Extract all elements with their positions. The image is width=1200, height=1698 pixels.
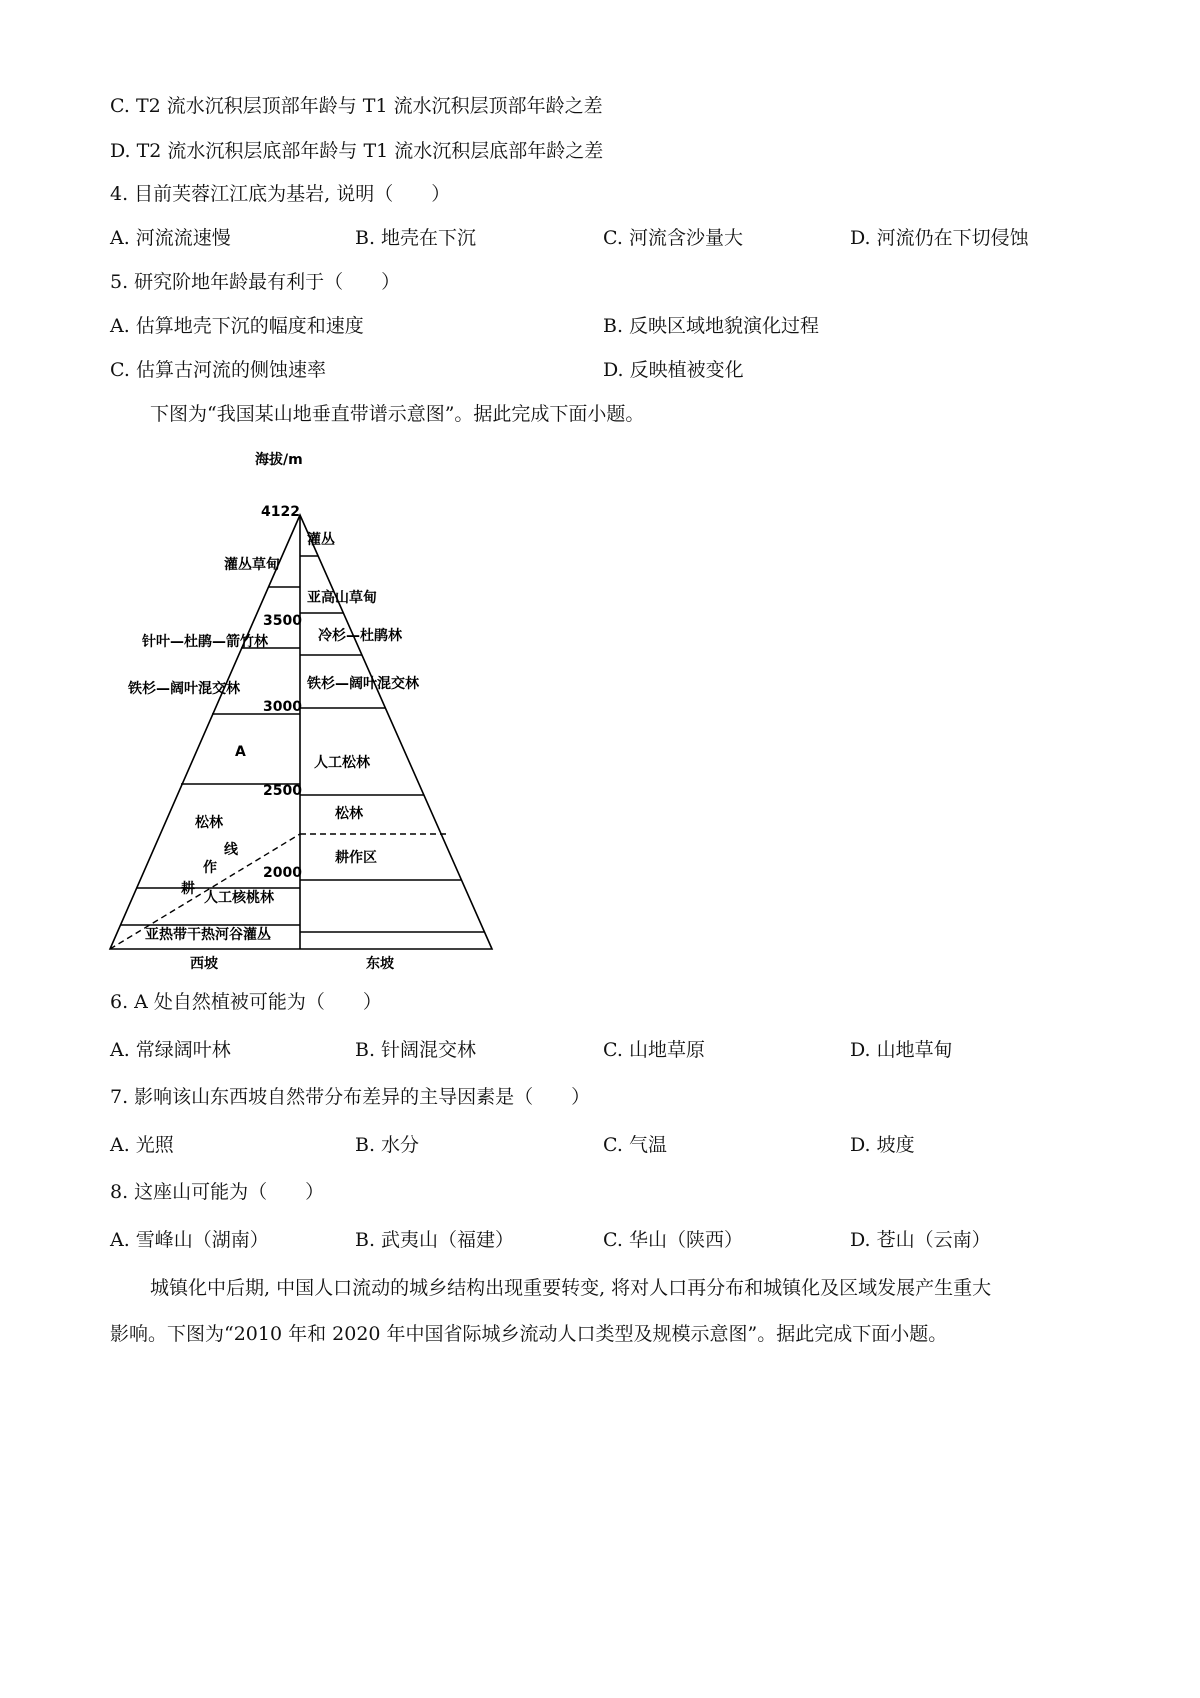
east-zone-label: 耕作区 <box>335 850 377 866</box>
question-5-option-c: C. 估算古河流的侧蚀速率 <box>110 359 326 381</box>
question-7-option-c: C. 气温 <box>603 1134 667 1156</box>
question-8-option-b: B. 武夷山（福建） <box>355 1229 515 1251</box>
vertical-zonation-figure <box>100 430 520 970</box>
passage-line-1: 城镇化中后期, 中国人口流动的城乡结构出现重要转变, 将对人口再分布和城镇化及区域发展产生重大 <box>150 1277 992 1299</box>
west-zone-label: 铁杉—阔叶混交林 <box>128 681 240 697</box>
question-7-option-d: D. 坡度 <box>850 1134 915 1156</box>
question-6-option-a: A. 常绿阔叶林 <box>110 1039 231 1061</box>
elevation-label: 3000 <box>263 699 302 715</box>
y-axis-label: 海拔/m <box>255 452 303 468</box>
west-slope-label: 西坡 <box>190 956 218 970</box>
east-zone-label: 灌丛 <box>307 532 335 548</box>
east-zone-label: 铁杉—阔叶混交林 <box>307 676 419 692</box>
question-3-option-c: C. T2 流水沉积层顶部年龄与 T1 流水沉积层顶部年龄之差 <box>110 95 603 117</box>
elevation-label: 3500 <box>263 613 302 629</box>
east-zone-label: 松林 <box>335 806 363 822</box>
question-5-option-b: B. 反映区域地貌演化过程 <box>603 315 820 337</box>
cultivation-line-label: 耕 <box>181 881 195 897</box>
question-3-option-d: D. T2 流水沉积层底部年龄与 T1 流水沉积层底部年龄之差 <box>110 140 604 162</box>
question-7-option-b: B. 水分 <box>355 1134 420 1156</box>
figure-intro: 下图为“我国某山地垂直带谱示意图”。据此完成下面小题。 <box>150 403 645 425</box>
question-4-stem: 4. 目前芙蓉江江底为基岩, 说明（ ） <box>110 183 451 205</box>
question-6-option-b: B. 针阔混交林 <box>355 1039 477 1061</box>
question-4-option-b: B. 地壳在下沉 <box>355 227 477 249</box>
east-slope-label: 东坡 <box>366 956 394 970</box>
west-zone-label: 人工核桃林 <box>204 890 274 906</box>
mountain-outline <box>110 515 492 949</box>
east-zone-label: 人工松林 <box>314 755 370 771</box>
question-7-option-a: A. 光照 <box>110 1134 174 1156</box>
cultivation-line-label: 作 <box>203 860 217 876</box>
question-8-option-c: C. 华山（陕西） <box>603 1229 743 1251</box>
cultivation-line-label: 线 <box>224 842 238 858</box>
elevation-label: 2500 <box>263 783 302 799</box>
east-zone-label: 冷杉—杜鹃林 <box>318 628 402 644</box>
question-6-stem: 6. A 处自然植被可能为（ ） <box>110 991 382 1013</box>
question-6-option-d: D. 山地草甸 <box>850 1039 953 1061</box>
question-6-option-c: C. 山地草原 <box>603 1039 705 1061</box>
west-zone-label: 灌丛草甸 <box>224 557 280 573</box>
question-4-option-d: D. 河流仍在下切侵蚀 <box>850 227 1029 249</box>
question-7-stem: 7. 影响该山东西坡自然带分布差异的主导因素是（ ） <box>110 1086 591 1108</box>
west-zone-a-label: A <box>235 744 246 760</box>
question-8-stem: 8. 这座山可能为（ ） <box>110 1181 325 1203</box>
question-8-option-a: A. 雪峰山（湖南） <box>110 1229 269 1251</box>
question-5-option-a: A. 估算地壳下沉的幅度和速度 <box>110 315 364 337</box>
question-5-option-d: D. 反映植被变化 <box>603 359 744 381</box>
elevation-label: 4122 <box>261 504 300 520</box>
question-8-option-d: D. 苍山（云南） <box>850 1229 991 1251</box>
passage-line-2: 影响。下图为“2010 年和 2020 年中国省际城乡流动人口类型及规模示意图”。据此完成下面小题。 <box>110 1323 948 1345</box>
east-zone-label: 亚高山草甸 <box>307 590 377 606</box>
west-zone-label: 针叶—杜鹃—箭竹林 <box>142 634 268 650</box>
west-zone-label: 松林 <box>195 815 223 831</box>
west-zone-label: 亚热带干热河谷灌丛 <box>145 927 271 943</box>
question-5-stem: 5. 研究阶地年龄最有利于（ ） <box>110 271 401 293</box>
question-4-option-a: A. 河流流速慢 <box>110 227 231 249</box>
elevation-label: 2000 <box>263 865 302 881</box>
question-4-option-c: C. 河流含沙量大 <box>603 227 743 249</box>
